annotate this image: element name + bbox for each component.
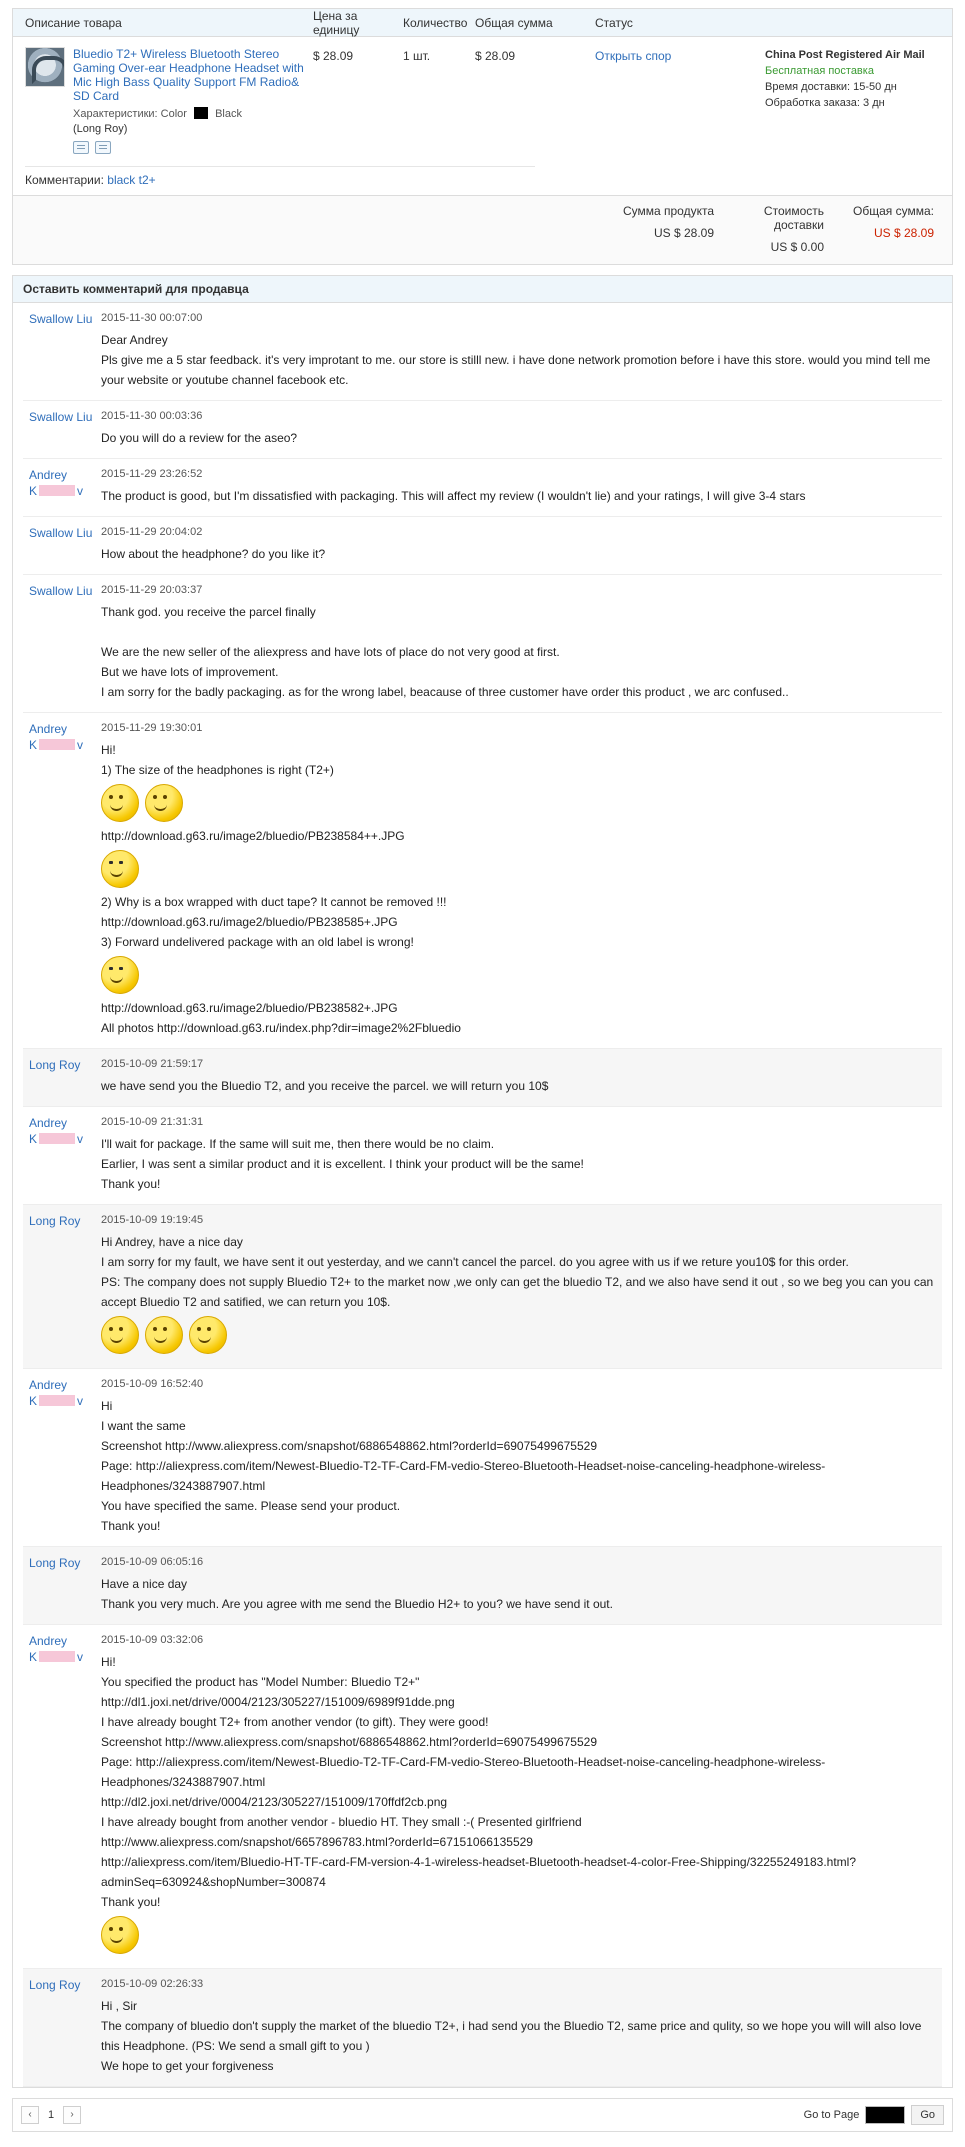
total-shipping-amount bbox=[720, 204, 830, 254]
message-author: Long Roy bbox=[29, 1214, 81, 1228]
emoji-icon bbox=[101, 784, 139, 822]
message-author: Long Roy bbox=[29, 1556, 81, 1570]
column-header-price: Цена за единицу bbox=[313, 8, 360, 37]
product-cell bbox=[13, 47, 313, 154]
column-header-total: Общая сумма bbox=[475, 15, 553, 30]
message-text bbox=[101, 1574, 934, 1614]
message-author: Andrey K v bbox=[23, 1633, 101, 1958]
message-item bbox=[23, 1205, 942, 1369]
author-redacted-name: K v bbox=[29, 1132, 84, 1146]
message-text bbox=[101, 1996, 934, 2076]
message-item bbox=[23, 1547, 942, 1625]
message-body bbox=[101, 1977, 942, 2076]
message-item bbox=[23, 713, 942, 1049]
redaction-bar bbox=[39, 485, 75, 496]
message-item bbox=[23, 575, 942, 713]
message-author: Swallow Liu bbox=[29, 312, 93, 326]
column-header-description: Описание товара bbox=[25, 15, 122, 30]
order-row bbox=[13, 37, 952, 160]
message-author: Andrey K v bbox=[23, 1115, 101, 1194]
shipping-processing-time: Обработка заказа: 3 дн bbox=[765, 97, 885, 109]
message-line: The company of bluedio don't supply the market of the bluedio T2+, i had send you the Bluedio T2, same price and qulity, so we hope you will will also love this Headphone. (PS: We send a small gift to you ) bbox=[101, 2019, 922, 2053]
emoji-icon bbox=[145, 1316, 183, 1354]
order-buyer-comment bbox=[13, 167, 952, 195]
message-line: Thank you! bbox=[101, 1519, 161, 1533]
message-item bbox=[23, 517, 942, 575]
message-line: http://download.g63.ru/image2/bluedio/PB238584++.JPG bbox=[101, 829, 405, 843]
message-text bbox=[101, 1652, 934, 1954]
go-button[interactable]: Go bbox=[911, 2105, 944, 2125]
message-timestamp: 2015-11-30 00:03:36 bbox=[101, 410, 203, 422]
message-text bbox=[101, 602, 934, 702]
shipping-free-label: Бесплатная поставка bbox=[765, 65, 874, 77]
message-author: Long Roy bbox=[29, 1058, 81, 1072]
shipping-info bbox=[765, 47, 952, 154]
message-author: Swallow Liu bbox=[29, 584, 93, 598]
message-timestamp: 2015-11-29 23:26:52 bbox=[101, 468, 203, 480]
message-line: I want the same bbox=[101, 1419, 186, 1433]
message-line: I am sorry for my fault, we have sent it out yesterday, and we cann't cancel the parcel. do you agree with us if we reture you10$ for this order. bbox=[101, 1255, 849, 1269]
emoji-row bbox=[101, 1316, 934, 1354]
message-line: http://download.g63.ru/image2/bluedio/PB238582+.JPG bbox=[101, 1001, 398, 1015]
message-text bbox=[101, 486, 934, 506]
goto-page-input[interactable] bbox=[865, 2106, 905, 2124]
message-line: http://dl1.joxi.net/drive/0004/2123/305227/151009/6989f91dde.png bbox=[101, 1695, 455, 1709]
message-line: Thank you very much. Are you agree with me send the Bluedio H2+ to you? we have send it out. bbox=[101, 1597, 613, 1611]
emoji-row bbox=[101, 956, 934, 994]
grand-total-amount bbox=[830, 204, 940, 254]
attribute-value: Black bbox=[215, 108, 242, 120]
message-body bbox=[101, 1057, 942, 1096]
message-body bbox=[101, 467, 942, 506]
message-text bbox=[101, 1134, 934, 1194]
message-body bbox=[101, 1633, 942, 1958]
author-redacted-name: K v bbox=[29, 738, 84, 752]
message-text bbox=[101, 1076, 934, 1096]
comment-value: black t2+ bbox=[107, 173, 156, 187]
message-body bbox=[101, 1213, 942, 1358]
message-body bbox=[101, 311, 942, 390]
emoji-row bbox=[101, 850, 934, 888]
message-text bbox=[101, 740, 934, 1038]
goto-page-label: Go to Page bbox=[803, 2109, 860, 2121]
message-author: Swallow Liu bbox=[29, 410, 93, 424]
message-item bbox=[23, 1625, 942, 1969]
message-body bbox=[101, 1377, 942, 1536]
message-body bbox=[101, 1115, 942, 1194]
shipping-method: China Post Registered Air Mail bbox=[765, 49, 925, 61]
pagination-controls bbox=[21, 2106, 81, 2124]
message-text bbox=[101, 544, 934, 564]
message-text bbox=[101, 428, 934, 448]
message-timestamp: 2015-11-29 19:30:01 bbox=[101, 722, 203, 734]
message-line: But we have lots of improvement. bbox=[101, 665, 279, 679]
message-line: Screenshot http://www.aliexpress.com/snapshot/6886548862.html?orderId=69075499675529 bbox=[101, 1439, 598, 1453]
redaction-bar bbox=[39, 739, 75, 750]
message-item bbox=[23, 303, 942, 401]
message-author: Andrey K v bbox=[23, 467, 101, 506]
message-line: Hi Andrey, have a nice day bbox=[101, 1235, 243, 1249]
message-line: Hi! bbox=[101, 743, 116, 757]
message-body bbox=[101, 721, 942, 1038]
total-product-label: Сумма продукта bbox=[622, 204, 714, 218]
message-line: You have specified the same. Please send your product. bbox=[101, 1499, 401, 1513]
quantity-value: 1 шт. bbox=[403, 49, 431, 63]
message-line: Dear Andrey bbox=[101, 333, 168, 347]
message-list bbox=[13, 303, 952, 2087]
product-attributes bbox=[73, 107, 313, 120]
message-line: I have already bought from another vendor - bluedio HT. They small :-( Presented girlfriend bbox=[101, 1815, 582, 1829]
message-line: Hi , Sir bbox=[101, 1999, 137, 2013]
message-line: Do you will do a review for the aseo? bbox=[101, 431, 298, 445]
message-line: PS: The company does not supply Bluedio T2+ to the market now ,we only can get the bluedio T2, and we also have send it out , so we beg you can you can accept Bluedio T2 and satified, we can return you 10$. bbox=[101, 1275, 934, 1309]
total-shipping-value: US $ 0.00 bbox=[770, 240, 824, 254]
order-table-header bbox=[13, 9, 952, 37]
emoji-icon bbox=[101, 850, 139, 888]
message-line: I have already bought T2+ from another vendor (to gift). They were good! bbox=[101, 1715, 489, 1729]
message-line: http://dl2.joxi.net/drive/0004/2123/305227/151009/170ffdf2cb.png bbox=[101, 1795, 448, 1809]
column-header-status: Статус bbox=[595, 15, 633, 30]
seller-name: (Long Roy) bbox=[73, 123, 128, 135]
grand-total-label: Общая сумма: bbox=[853, 204, 934, 218]
message-timestamp: 2015-11-30 00:07:00 bbox=[101, 312, 203, 324]
redaction-bar bbox=[39, 1133, 75, 1144]
message-body bbox=[101, 583, 942, 702]
product-title-link[interactable]: Bluedio T2+ Wireless Bluetooth Stereo Gaming Over-ear Headphone Headset with Mic High Bass Quality Support FM Radio& SD Card bbox=[73, 47, 304, 103]
goto-page-controls bbox=[804, 2105, 944, 2125]
message-item bbox=[23, 1969, 942, 2087]
message-body bbox=[101, 1555, 942, 1614]
author-redacted-name: K v bbox=[29, 484, 84, 498]
message-line: We are the new seller of the aliexpress and have lots of place do not very good at first. bbox=[101, 645, 560, 659]
message-timestamp: 2015-10-09 16:52:40 bbox=[101, 1378, 204, 1390]
message-text bbox=[101, 330, 934, 390]
message-body bbox=[101, 525, 942, 564]
message-timestamp: 2015-10-09 06:05:16 bbox=[101, 1556, 204, 1568]
message-line: 3) Forward undelivered package with an old label is wrong! bbox=[101, 935, 414, 949]
message-text bbox=[101, 1396, 934, 1536]
message-timestamp: 2015-10-09 21:59:17 bbox=[101, 1058, 204, 1070]
message-body bbox=[101, 409, 942, 448]
column-header-quantity: Количество bbox=[403, 15, 468, 30]
order-detail-page bbox=[0, 8, 965, 2147]
message-author: Long Roy bbox=[29, 1978, 81, 1992]
message-author: Andrey K v bbox=[23, 721, 101, 1038]
current-page-number[interactable]: 1 bbox=[47, 2109, 55, 2121]
message-line: Thank you! bbox=[101, 1895, 161, 1909]
message-item bbox=[23, 1107, 942, 1205]
message-item bbox=[23, 401, 942, 459]
message-item bbox=[23, 459, 942, 517]
product-action-icons bbox=[73, 141, 313, 154]
message-line: Earlier, I was sent a similar product and it is excellent. I think your product will be the same! bbox=[101, 1157, 584, 1171]
emoji-icon bbox=[101, 1916, 139, 1954]
color-swatch-icon bbox=[194, 107, 208, 119]
redaction-bar bbox=[39, 1651, 75, 1662]
message-line: Page: http://aliexpress.com/item/Newest-Bluedio-T2-TF-Card-FM-vedio-Stereo-Bluetooth-Headset-noise-canceling-headphone-wireless-Headphones/3243887907.html bbox=[101, 1755, 826, 1789]
message-line: Pls give me a 5 star feedback. it's very improtant to me. our store is stilll new. i have done network promotion before i have this store. would you mind tell me your website or youtube channel facebook etc. bbox=[101, 353, 931, 387]
message-line: Thank god. you receive the parcel finally bbox=[101, 605, 316, 619]
line-total-value: $ 28.09 bbox=[475, 49, 516, 63]
buy-again-icon[interactable] bbox=[73, 141, 89, 154]
message-item bbox=[23, 1369, 942, 1547]
message-line bbox=[101, 622, 934, 642]
message-text bbox=[101, 1232, 934, 1354]
message-line: 1) The size of the headphones is right (T2+) bbox=[101, 763, 334, 777]
unit-price-value: $ 28.09 bbox=[313, 49, 354, 63]
message-line: http://aliexpress.com/item/Bluedio-HT-TF-card-FM-version-4-1-wireless-headset-Bluetooth-headset-4-color-Free-Shipping/32255249183.html?adminSeq=630924&shopNumber=300874 bbox=[101, 1855, 856, 1889]
message-line: I'll wait for package. If the same will suit me, then there would be no claim. bbox=[101, 1137, 495, 1151]
attribute-label: Характеристики: Color bbox=[73, 108, 187, 120]
message-line: http://www.aliexpress.com/snapshot/6657896783.html?orderId=67151066135529 bbox=[101, 1835, 533, 1849]
message-line: I am sorry for the badly packaging. as for the wrong label, beacause of three customer have order this product , we arc confused.. bbox=[101, 685, 789, 699]
message-author: Swallow Liu bbox=[29, 526, 93, 540]
message-timestamp: 2015-11-29 20:03:37 bbox=[101, 584, 203, 596]
message-line: Screenshot http://www.aliexpress.com/snapshot/6886548862.html?orderId=69075499675529 bbox=[101, 1735, 598, 1749]
order-totals bbox=[13, 195, 952, 264]
pagination-bar bbox=[12, 2098, 953, 2132]
emoji-icon bbox=[189, 1316, 227, 1354]
emoji-row bbox=[101, 784, 934, 822]
message-line: Hi! bbox=[101, 1655, 116, 1669]
message-line: Page: http://aliexpress.com/item/Newest-Bluedio-T2-TF-Card-FM-vedio-Stereo-Bluetooth-Headset-noise-canceling-headphone-wireless-Headphones/3243887907.html bbox=[101, 1459, 826, 1493]
message-author: Andrey K v bbox=[23, 1377, 101, 1536]
redaction-bar bbox=[39, 1395, 75, 1406]
message-timestamp: 2015-10-09 21:31:31 bbox=[101, 1116, 204, 1128]
message-timestamp: 2015-10-09 19:19:45 bbox=[101, 1214, 204, 1226]
message-timestamp: 2015-11-29 20:04:02 bbox=[101, 526, 203, 538]
total-product-value: US $ 28.09 bbox=[653, 226, 714, 240]
message-line: How about the headphone? do you like it? bbox=[101, 547, 326, 561]
message-line: The product is good, but I'm dissatisfied with packaging. This will affect my review (I wouldn't lie) and your ratings, I will give 3-4 stars bbox=[101, 489, 806, 503]
emoji-icon bbox=[145, 784, 183, 822]
leave-feedback-icon[interactable] bbox=[95, 141, 111, 154]
prev-page-button[interactable]: ‹ bbox=[21, 2106, 39, 2124]
message-line: http://download.g63.ru/image2/bluedio/PB238585+.JPG bbox=[101, 915, 398, 929]
total-product-amount bbox=[610, 204, 720, 254]
message-timestamp: 2015-10-09 03:32:06 bbox=[101, 1634, 204, 1646]
emoji-icon bbox=[101, 956, 139, 994]
product-info bbox=[73, 47, 313, 154]
next-page-button[interactable]: › bbox=[63, 2106, 81, 2124]
message-line: We hope to get your forgiveness bbox=[101, 2059, 274, 2073]
shipping-delivery-time: Время доставки: 15-50 дн bbox=[765, 81, 897, 93]
message-item bbox=[23, 1049, 942, 1107]
grand-total-value: US $ 28.09 bbox=[873, 226, 934, 240]
emoji-row bbox=[101, 1916, 934, 1954]
order-summary-box bbox=[12, 8, 953, 265]
emoji-icon bbox=[101, 1316, 139, 1354]
message-line: Thank you! bbox=[101, 1177, 161, 1191]
author-redacted-name: K v bbox=[29, 1650, 84, 1664]
message-line: All photos http://download.g63.ru/index.php?dir=image2%2Fbluedio bbox=[101, 1021, 461, 1035]
message-line: we have send you the Bluedio T2, and you receive the parcel. we will return you 10$ bbox=[101, 1079, 549, 1093]
message-line: Have a nice day bbox=[101, 1577, 188, 1591]
total-shipping-label: Стоимость доставки bbox=[763, 204, 824, 232]
messages-panel-title: Оставить комментарий для продавца bbox=[13, 276, 952, 303]
message-line: 2) Why is a box wrapped with duct tape? It cannot be removed !!! bbox=[101, 895, 447, 909]
author-redacted-name: K v bbox=[29, 1394, 84, 1408]
open-dispute-link[interactable]: Открыть спор bbox=[595, 49, 672, 63]
product-thumbnail[interactable] bbox=[25, 47, 65, 87]
comment-label: Комментарии: bbox=[25, 173, 104, 187]
message-timestamp: 2015-10-09 02:26:33 bbox=[101, 1978, 204, 1990]
message-line: Hi bbox=[101, 1399, 113, 1413]
message-line: You specified the product has "Model Number: Bluedio T2+" bbox=[101, 1675, 420, 1689]
messages-panel bbox=[12, 275, 953, 2088]
